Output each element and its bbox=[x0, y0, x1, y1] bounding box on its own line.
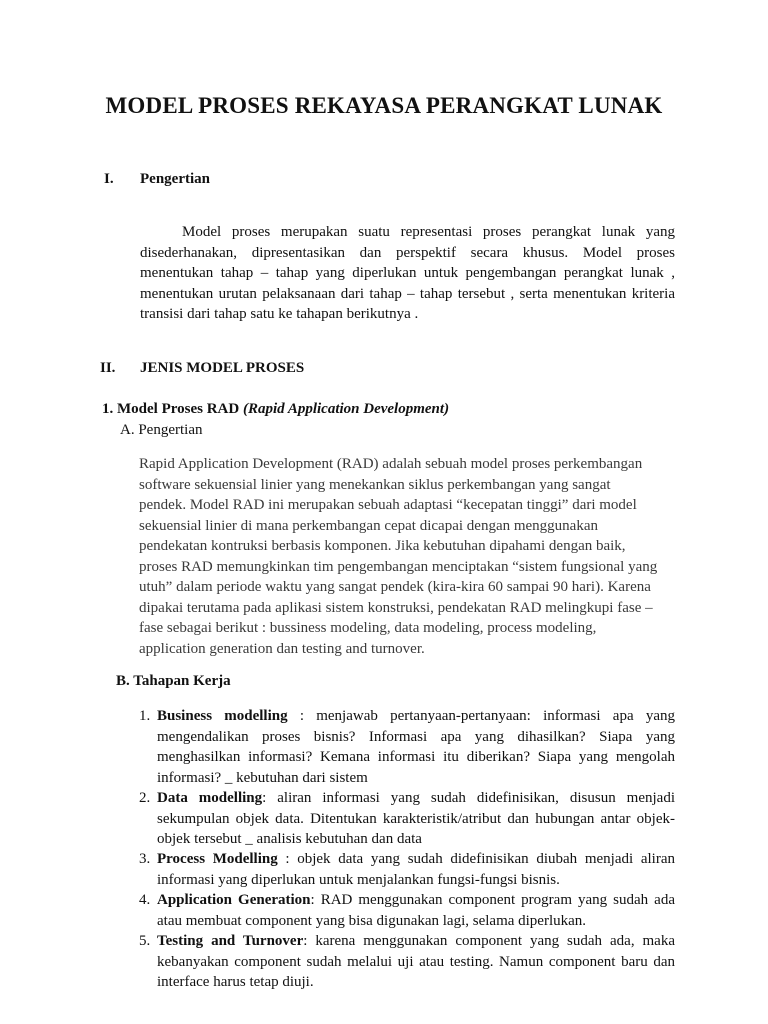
section-2-number: II. bbox=[100, 360, 116, 376]
section-2-heading: JENIS MODEL PROSES bbox=[140, 360, 305, 376]
rad-subheading-a: A. Pengertian bbox=[120, 422, 203, 438]
step-number: 5. bbox=[139, 933, 151, 949]
step-number: 2. bbox=[139, 790, 151, 806]
rad-line: utuh” dalam periode waktu yang sangat pendek (kira-kira 60 sampai 90 hari). Karena bbox=[139, 579, 651, 595]
rad-line: sekuensial linier di mana perkembangan cepat dicapai dengan menggunakan bbox=[139, 517, 598, 534]
rad-line: Rapid Application Development (RAD) adalah sebuah model proses perkembangan bbox=[139, 456, 643, 472]
rad-heading-paren: (Rapid Application Development) bbox=[242, 401, 450, 417]
rad-line: pendek. Model RAD ini merupakan sebuah adaptasi “kecepatan tinggi” dari model bbox=[139, 497, 637, 513]
rad-line: application generation dan testing and turnover. bbox=[139, 640, 425, 657]
section-1-heading: Pengertian bbox=[140, 171, 210, 187]
step-data-modelling bbox=[139, 788, 675, 850]
step-term: Testing and Turnover bbox=[157, 933, 304, 949]
section-1-paragraph-text: Model proses merupakan suatu representasi proses perangkat lunak yang disederhanakan, dipresentasikan dan perspektif secara khusus. Model proses menentukan tahap – tahap yang diperlukan untuk pengembangan perangkat lunak , menentukan urutan pelaksanaan dari tahap – tahap tersebut , serta menentukan kriteria transisi dari tahap satu ke tahapan berikutnya . bbox=[140, 224, 675, 322]
rad-heading bbox=[102, 401, 449, 418]
step-text: : karena menggunakan component yang sudah ada, maka kebanyakan component sudah melalui uji atau testing. Namun component baru dan interface harus tetap diuji. bbox=[157, 933, 675, 990]
step-term: Data modelling bbox=[157, 790, 263, 806]
section-1-number: I. bbox=[104, 171, 114, 187]
rad-line: dipakai terutama pada aplikasi sistem konstruksi, pendekatan RAD melingkupi fase – bbox=[139, 599, 653, 616]
rad-line: pendekatan kontruksi berbasis komponen. Jika kebutuhan dipahami dengan baik, bbox=[139, 538, 626, 554]
rad-line: software sekuensial linier yang menekankan siklus perkembangan yang sangat bbox=[139, 476, 611, 493]
rad-subheading-b: B. Tahapan Kerja bbox=[116, 673, 231, 689]
step-application-generation bbox=[139, 890, 675, 931]
section-1-paragraph bbox=[140, 222, 675, 325]
step-term: Application Generation bbox=[157, 892, 311, 908]
step-text: : aliran informasi yang sudah didefinisikan, disusun menjadi sekumpulan objek data. Ditentukan karakteristik/atribut dan hubungan antar objek-objek tersebut _ analisis kebutuhan dan data bbox=[157, 790, 675, 847]
document-title: MODEL PROSES REKAYASA PERANGKAT LUNAK bbox=[105, 93, 663, 118]
step-testing-and-turnover bbox=[139, 931, 675, 993]
step-text: : RAD menggunakan component program yang sudah ada atau membuat component yang bisa digunakan lagi, selama diperlukan. bbox=[157, 892, 675, 929]
rad-line: proses RAD memungkinkan tim pengembangan menciptakan “sistem fungsional yang bbox=[139, 558, 658, 575]
rad-line: fase sebagai berikut : bussiness modeling, data modeling, process modeling, bbox=[139, 620, 597, 636]
step-number: 1. bbox=[139, 708, 151, 724]
step-number: 4. bbox=[139, 892, 151, 908]
step-text: : menjawab pertanyaan-pertanyaan: informasi apa yang mengendalikan proses bisnis? Informasi apa yang dihasilkan? Siapa yang menghasilkan informasi? Kemana informasi itu diberikan? Siapa yang mengolah informasi? _ kebutuhan dari sistem bbox=[157, 708, 675, 786]
step-term: Process Modelling bbox=[157, 851, 278, 867]
step-term: Business modelling bbox=[157, 708, 288, 724]
step-text: : objek data yang sudah didefinisikan diubah menjadi aliran informasi yang diperlukan untuk menjalankan fungsi-fungsi bisnis. bbox=[157, 851, 675, 888]
rad-heading-text: 1. Model Proses RAD bbox=[102, 401, 240, 417]
step-process-modelling bbox=[139, 849, 675, 890]
rad-paragraph bbox=[139, 454, 657, 659]
step-number: 3. bbox=[139, 851, 151, 867]
step-business-modelling bbox=[139, 706, 675, 788]
